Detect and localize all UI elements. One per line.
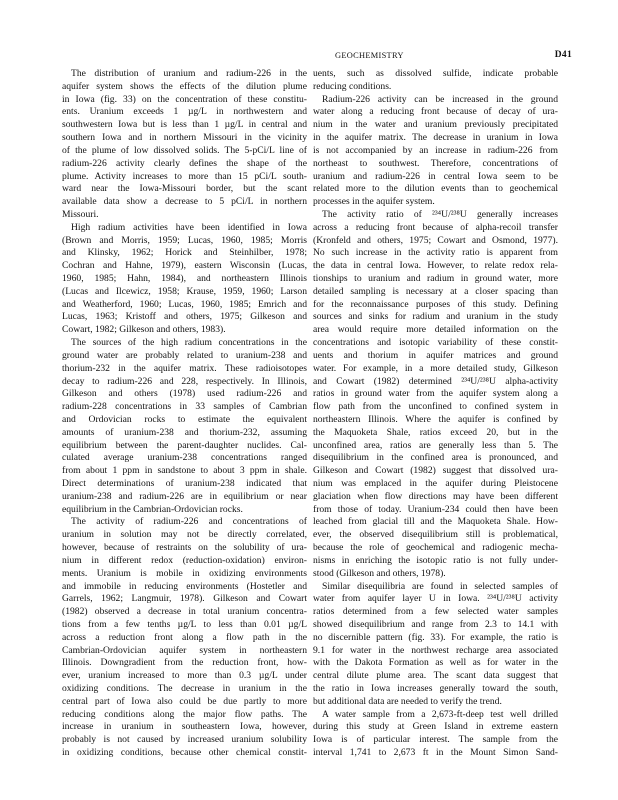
text-line: Iowa is of particular interest. The sample from the bbox=[313, 734, 558, 746]
text-line: ever, uranium increased to more than 0.3 µg/L under bbox=[62, 670, 307, 682]
text-line: processes in the aquifer system. bbox=[313, 196, 435, 208]
text-line: oxidizing conditions. The decrease in uranium in the bbox=[62, 683, 307, 694]
text-line: related more to the dilution events than to geochemical bbox=[313, 183, 558, 195]
text-line: aquifer system shows the effects of the dilution plume bbox=[62, 80, 307, 92]
text-line: and Weatherford, 1960; Lucas, 1960, 1985; Emrich and bbox=[62, 298, 307, 310]
text-line: thorium-232 in the aquifer matrix. These radioisotopes bbox=[62, 362, 307, 374]
text-line: uents and thorium in aquifer matrices and ground bbox=[313, 349, 558, 361]
text-line: area would require more detailed information on the bbox=[313, 324, 558, 336]
text-line: and Klinsky, 1962; Horick and Steinhilber, 1978; bbox=[62, 247, 307, 259]
text-line: The activity ratio of ²³⁴U/²³⁸U generally increases bbox=[322, 208, 558, 220]
text-line: Direct determinations of uranium-238 indicated that bbox=[62, 478, 307, 489]
text-line: water from aquifer layer U in Iowa. ²³⁴U/²³⁸U activity bbox=[313, 593, 558, 605]
text-line: northeastern Illinois. Where the aquifer is confined by bbox=[313, 413, 558, 425]
text-line: the Maquoketa Shale, ratios exceed 20, but in the bbox=[313, 426, 558, 438]
text-line: 1960, 1985; Hahn, 1984), and northeastern Illinois bbox=[62, 273, 307, 284]
text-line: ments. Uranium is mobile in oxidizing environments bbox=[62, 567, 307, 579]
text-line: the data in central Iowa. However, to relate redox rela- bbox=[313, 260, 558, 272]
text-line: uents, such as dissolved sulfide, indicate probable bbox=[313, 68, 558, 79]
text-line: culated average uranium-238 concentrations ranged bbox=[62, 452, 307, 464]
text-line: the ratio in Iowa increases generally toward the south, bbox=[313, 683, 558, 694]
text-line: of the plume of low dissolved solids. The 5-pCi/L line of bbox=[62, 144, 307, 156]
text-line: radium-228 concentrations in 33 samples of Cambrian bbox=[62, 401, 307, 413]
text-line: stood (Gilkeson and others, 1978). bbox=[313, 567, 446, 579]
text-line: Gilkeson and Cowart (1982) suggest that dissolved ura- bbox=[313, 465, 558, 477]
text-line: (Kronfeld and others, 1975; Cowart and Osmond, 1977). bbox=[313, 234, 558, 246]
text-line: central part of Iowa also could be due partly to more bbox=[62, 695, 307, 707]
text-line: concentrations and isotopic variability of these constit- bbox=[313, 337, 558, 349]
text-line: water. For example, in a more detailed study, Gilkeson bbox=[313, 362, 558, 374]
text-line: glaciation when flow directions may have been different bbox=[313, 490, 558, 502]
text-line: in the aquifer matrix. The decrease in uranium in Iowa bbox=[313, 132, 558, 144]
text-line: reducing conditions. bbox=[313, 80, 392, 92]
text-line: increase in uranium in southeastern Iowa, however, bbox=[62, 721, 307, 733]
text-line: southern Iowa and in northern Missouri in the vicinity bbox=[62, 132, 307, 144]
text-line: water along a reducing front because of decay of ura- bbox=[313, 106, 558, 118]
text-line: ground water are probably related to uranium-238 and bbox=[62, 349, 307, 361]
text-line: ever, the observed disequilibrium still is problematical, bbox=[313, 529, 558, 541]
text-line: Cambrian-Ordovician aquifer system in northeastern bbox=[62, 644, 307, 656]
text-line: southwestern Iowa but is less than 1 µg/L in central and bbox=[62, 119, 307, 131]
text-line: unconfined area, ratios are generally less than 5. The bbox=[313, 439, 558, 451]
text-line: flow path from the unconfined to confined system in bbox=[313, 401, 558, 413]
text-line: Radium-226 activity can be increased in the ground bbox=[322, 93, 558, 105]
text-line: High radium activities have been identified in Iowa bbox=[71, 221, 307, 233]
text-line: from about 1 ppm in sandstone to about 3 ppm in shale. bbox=[62, 465, 307, 477]
text-line: disequilibrium in the confined area is pronounced, and bbox=[313, 452, 558, 464]
text-line: ward near the Iowa-Missouri border, but the scant bbox=[62, 183, 307, 195]
running-header bbox=[0, 51, 618, 63]
text-line: probably is not caused by increased uranium solubility bbox=[62, 734, 307, 746]
text-line: sources and sinks for radium and uranium in the study bbox=[313, 311, 558, 323]
text-line: across a reduction front along a flow path in the bbox=[62, 631, 307, 643]
text-line: and Ordovician rocks to estimate the equivalent bbox=[62, 413, 307, 425]
text-line: and Cowart (1982) determined ²³⁴U/²³⁸U alpha-activity bbox=[313, 375, 558, 387]
text-line: tionships to uranium and radium in ground water, more bbox=[313, 273, 558, 284]
text-line: in Iowa (fig. 33) on the concentration of these constitu- bbox=[62, 93, 307, 105]
text-line: radium-226 activity clearly defines the shape of the bbox=[62, 157, 307, 169]
text-line: no discernible pattern (fig. 33). For example, the ratio is bbox=[313, 631, 558, 643]
text-line: plume. Activity increases to more than 15 pCi/L south- bbox=[62, 170, 307, 182]
text-line: northeast to southwest. Therefore, concentrations of bbox=[313, 157, 558, 169]
text-line: The activity of radium-226 and concentrations of bbox=[71, 516, 307, 528]
text-line: from those of today. Uranium-234 could then have been bbox=[313, 503, 558, 515]
text-line: for the reconnaissance purposes of this study. Defining bbox=[313, 298, 558, 310]
text-line: ents. Uranium exceeds 1 µg/L in northwestern and bbox=[62, 106, 307, 118]
text-line: showed disequilibrium and range from 2.3 to 14.1 with bbox=[313, 618, 558, 630]
text-line: however, because of restraints on the solubility of ura- bbox=[62, 542, 307, 554]
text-line: ratios in ground water from the aquifer system along a bbox=[313, 388, 558, 400]
text-line: 9.1 for water in the northwest recharge area associated bbox=[313, 644, 558, 656]
text-line: tions from a few tenths µg/L to less than 0.01 µg/L bbox=[62, 618, 307, 630]
text-line: across a reducing front because of alpha-recoil transfer bbox=[313, 221, 558, 233]
text-line: nium in the water and uranium previously precipitated bbox=[313, 119, 558, 131]
text-line: during this study at Green Island in extreme eastern bbox=[313, 721, 558, 733]
text-line: in oxidizing conditions, because other chemical constit- bbox=[62, 747, 307, 759]
text-line: ratios determined from a few selected water samples bbox=[313, 606, 558, 618]
text-line: uranium in solution may not be directly correlated, bbox=[62, 529, 307, 541]
text-line: The sources of the high radium concentrations in the bbox=[71, 337, 307, 349]
journal-title: GEOCHEMISTRY bbox=[335, 51, 404, 60]
right-text-column bbox=[313, 68, 558, 760]
text-line: uranium-238 and radium-226 are in equilibrium or near bbox=[62, 490, 307, 502]
text-line: Missouri. bbox=[62, 208, 99, 220]
text-line: Cochran and Hahne, 1979), eastern Wisconsin (Lucas, bbox=[62, 260, 307, 272]
text-line: available data show a decrease to 5 pCi/L in northern bbox=[62, 196, 307, 208]
text-line: Garrels, 1962; Langmuir, 1978). Gilkeson and Cowart bbox=[62, 593, 307, 605]
text-line: with the Dakota Formation as well as for water in the bbox=[313, 657, 558, 669]
text-line: because the role of geochemical and radiogenic mecha- bbox=[313, 542, 558, 554]
text-line: nium was emplaced in the aquifer during Pleistocene bbox=[313, 478, 558, 489]
text-line: central dilute plume area. The scant data suggest that bbox=[313, 670, 558, 682]
text-line: Lucas, 1963; Kristoff and others, 1975; Gilkeson and bbox=[62, 311, 307, 323]
text-line: equilibrium in the Cambrian-Ordovician rocks. bbox=[62, 503, 243, 515]
text-line: nisms in enriching the isotopic ratio is not fully under- bbox=[313, 554, 558, 566]
text-line: Gilkeson and others (1978) used radium-226 and bbox=[62, 388, 307, 400]
text-line: (Lucas and Ilcewicz, 1958; Krause, 1959, 1960; Larson bbox=[62, 285, 307, 297]
text-line: but additional data are needed to verify the trend. bbox=[313, 695, 502, 707]
page-number: D41 bbox=[554, 50, 572, 60]
text-line: decay to radium-226 and 228, respectively. In Illinois, bbox=[62, 375, 307, 387]
left-text-column bbox=[62, 68, 307, 760]
text-line: leached from glacial till and the Maquoketa Shale. How- bbox=[313, 516, 558, 528]
text-line: A water sample from a 2,673-ft-deep test well drilled bbox=[322, 708, 558, 720]
text-line: nium in different redox (reduction-oxidation) environ- bbox=[62, 554, 307, 566]
text-line: Illinois. Downgradient from the reduction front, how- bbox=[62, 657, 307, 669]
text-line: uranium and radium-226 in central Iowa seem to be bbox=[313, 170, 558, 182]
text-line: Similar disequilibria are found in selected samples of bbox=[322, 580, 558, 592]
text-line: reducing conditions along the major flow paths. The bbox=[62, 708, 307, 720]
text-line: No such increase in the activity ratio is apparent from bbox=[313, 247, 558, 259]
text-line: and immobile in reducing environments (Hostetler and bbox=[62, 580, 307, 592]
text-line: (1982) observed a decrease in total uranium concentra- bbox=[62, 606, 307, 618]
text-line: amounts of uranium-238 and thorium-232, assuming bbox=[62, 426, 307, 438]
text-line: is not accompanied by an increase in radium-226 from bbox=[313, 144, 558, 156]
text-line: detailed sampling is necessary at a closer spacing than bbox=[313, 285, 558, 297]
text-line: The distribution of uranium and radium-226 in the bbox=[71, 68, 307, 79]
text-line: Cowart, 1982; Gilkeson and others, 1983). bbox=[62, 324, 226, 336]
text-line: (Brown and Morris, 1959; Lucas, 1960, 1985; Morris bbox=[62, 234, 307, 246]
text-line: equilibrium between the parent-daughter nuclides. Cal- bbox=[62, 439, 307, 451]
text-line: interval 1,741 to 2,673 ft in the Mount Simon Sand- bbox=[313, 747, 558, 759]
